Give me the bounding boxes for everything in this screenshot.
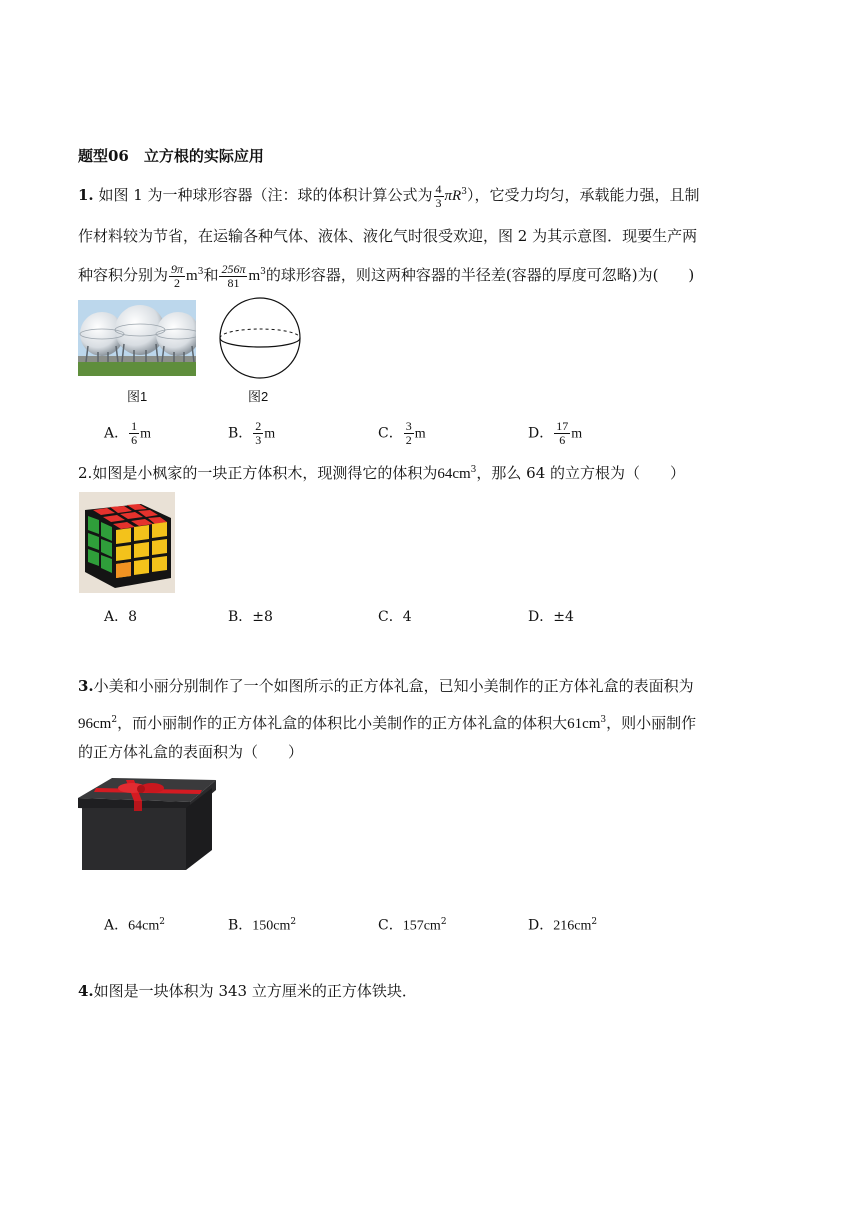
q1-line-3: 种容积分别为 $\frac{9\pi}{2}$ $m^3$和 $\frac{256\pi}{81}$ $m^3$的球形容器，则这两种容器的半径差(容器的厚度可忽略)为( ) — [78, 261, 695, 290]
q3-line-1: 3.小美和小丽分别制作了一个如图所示的正方体礼盒，已知小美制作的正方体礼盒的表面积为 — [78, 677, 694, 695]
q3-option-b[interactable]: B．$150cm^2$ — [228, 917, 297, 934]
q1-line-1: 1. 如图 1 为一种球形容器（注：球的体积计算公式为 $\frac{4}{3}$ $\pi R^3$），它受力均匀，承载能力强，且制 — [78, 181, 700, 210]
q2-option-d[interactable]: D．±4 — [528, 609, 574, 625]
volume-1-fraction: $\frac{9\pi}{2}$ — [171, 261, 184, 290]
figure-2-caption: 图2 — [248, 389, 269, 404]
formula-fraction: $\frac{4}{3}$ — [435, 181, 442, 210]
spherical-tanks-photo — [78, 300, 196, 376]
q1-number: 1. — [78, 186, 94, 204]
q3-option-a[interactable]: A．$64cm^2$ — [104, 917, 165, 934]
q1-option-a[interactable]: A． $\frac{1}{6}$ m — [104, 419, 152, 447]
gift-box-photo — [78, 774, 218, 872]
q1-option-c[interactable]: C． $\frac{3}{2}$ m — [378, 419, 426, 447]
q3-line-2: $96cm^2$，而小丽制作的正方体礼盒的体积比小美制作的正方体礼盒的体积大$61cm^3$，则小丽制作 — [78, 714, 697, 732]
q2-option-a[interactable]: A．8 — [104, 609, 138, 625]
cube-block-photo — [79, 492, 175, 593]
formula-rest: πR — [444, 188, 462, 204]
figure-1-caption: 图1 — [127, 389, 148, 404]
volume-2-fraction: $\frac{256\pi}{81}$ — [221, 261, 246, 290]
q2-option-b[interactable]: B．±8 — [228, 609, 273, 625]
q1-line-2: 作材料较为节省，在运输各种气体、液体、液化气时很受欢迎，图 2 为其示意图．现要生产两 — [78, 227, 698, 245]
q1-option-b[interactable]: B． $\frac{2}{3}$ m — [228, 419, 276, 447]
q3-option-d[interactable]: D．$216cm^2$ — [528, 917, 598, 934]
section-title: 题型06 立方根的实际应用 — [78, 147, 264, 165]
q1-option-d[interactable]: D． $\frac{17}{6}$ m — [528, 419, 583, 447]
q2-option-c[interactable]: C．4 — [378, 609, 412, 625]
q2-line: 2.如图是小枫家的一块正方体积木，现测得它的体积为$64cm^3$，那么 64 的立方根为（ ） — [78, 464, 686, 482]
q3-option-c[interactable]: C．$157cm^2$ — [378, 917, 447, 934]
sphere-diagram — [216, 296, 304, 380]
q3-line-3: 的正方体礼盒的表面积为（ ） — [78, 743, 304, 761]
q4-line: 4.如图是一块体积为 343 立方厘米的正方体铁块． — [78, 982, 417, 1000]
